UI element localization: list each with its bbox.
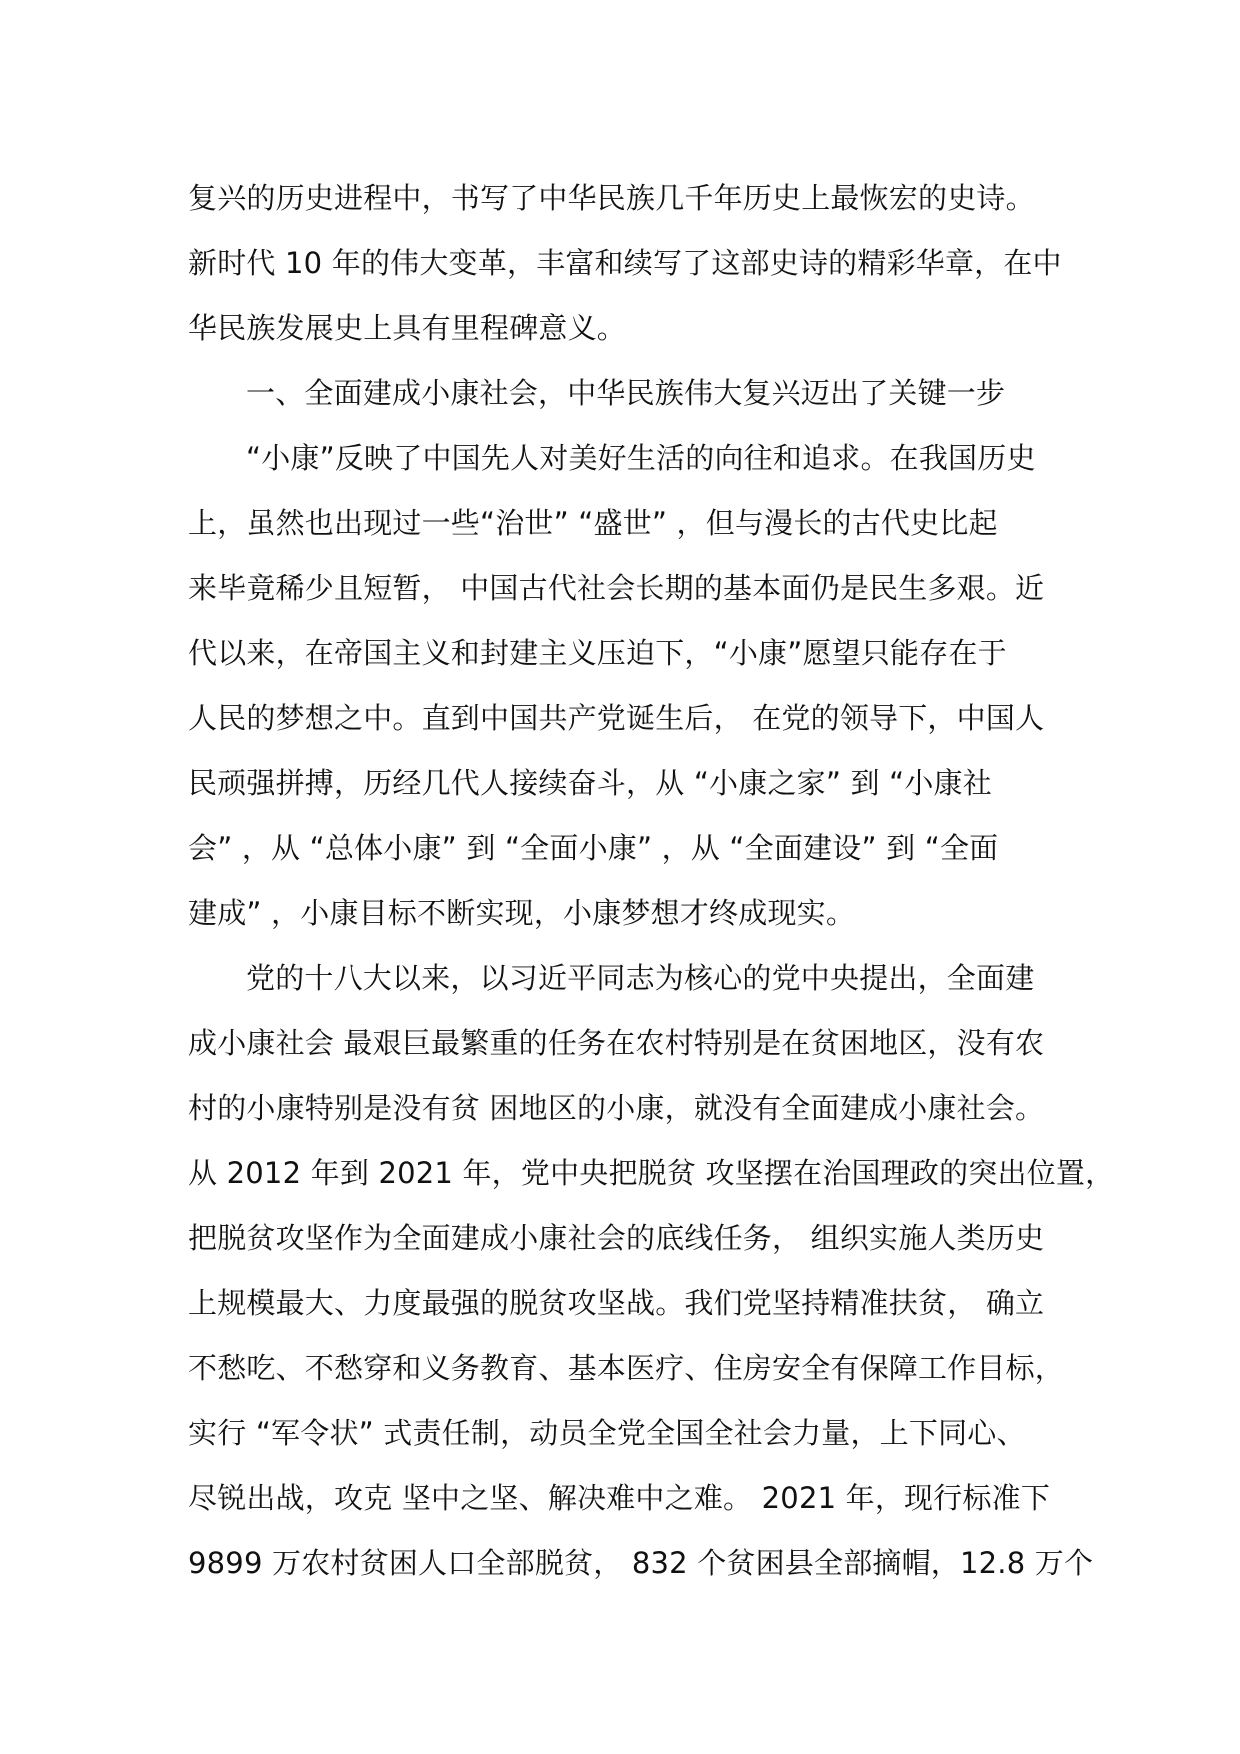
text-line: 来毕竟稀少且短暂， 中国古代社会长期的基本面仍是民生多艰。近 [188, 571, 1045, 605]
text-line: 民顽强拼搏，历经几代人接续奋斗，从 “小康之家” 到 “小康社 [188, 766, 992, 800]
section-heading: 一、全面建成小康社会，中华民族伟大复兴迈出了关键一步 [246, 376, 1006, 410]
text-line: 复兴的历史进程中，书写了中华民族几千年历史上最恢宏的史诗。 [188, 181, 1035, 215]
text-line: 9899 万农村贫困人口全部脱贫， 832 个贫困县全部摘帽，12.8 万个 [188, 1546, 1094, 1580]
text-line: 建成” ，小康目标不断实现，小康梦想才终成现实。 [188, 896, 856, 930]
text-line: 不愁吃、不愁穿和义务教育、基本医疗、住房安全有保障工作目标， [188, 1351, 1065, 1385]
text-line: 华民族发展史上具有里程碑意义。 [188, 311, 627, 345]
text-line: 上，虽然也出现过一些“治世” “盛世” ，但与漫长的古代史比起 [188, 506, 998, 540]
text-line: 从 2012 年到 2021 年，党中央把脱贫 攻坚摆在治国理政的突出位置， [188, 1156, 1115, 1190]
text-line: 实行 “军令状” 式责任制，动员全党全国全社会力量，上下同心、 [188, 1416, 1026, 1450]
text-line: 上规模最大、力度最强的脱贫攻坚战。我们党坚持精准扶贫， 确立 [188, 1286, 1045, 1320]
text-line: 成小康社会 最艰巨最繁重的任务在农村特别是在贫困地区，没有农 [188, 1026, 1045, 1060]
text-line: 尽锐出战，攻克 坚中之坚、解决难中之难。 2021 年，现行标准下 [188, 1481, 1051, 1515]
paragraph-start-line: “小康”反映了中国先人对美好生活的向往和追求。在我国历史 [246, 441, 1036, 475]
paragraph-start-line: 党的十八大以来，以习近平同志为核心的党中央提出，全面建 [246, 961, 1035, 995]
text-line: 人民的梦想之中。直到中国共产党诞生后， 在党的领导下，中国人 [188, 701, 1045, 735]
text-line: 村的小康特别是没有贫 困地区的小康，就没有全面建成小康社会。 [188, 1091, 1045, 1125]
text-line: 会” ，从 “总体小康” 到 “全面小康” ，从 “全面建设” 到 “全面 [188, 831, 999, 865]
text-line: 代以来，在帝国主义和封建主义压迫下，“小康”愿望只能存在于 [188, 636, 1007, 670]
text-line: 把脱贫攻坚作为全面建成小康社会的底线任务， 组织实施人类历史 [188, 1221, 1045, 1255]
text-line: 新时代 10 年的伟大变革，丰富和续写了这部史诗的精彩华章，在中 [188, 246, 1062, 280]
body-text [188, 166, 1115, 1596]
